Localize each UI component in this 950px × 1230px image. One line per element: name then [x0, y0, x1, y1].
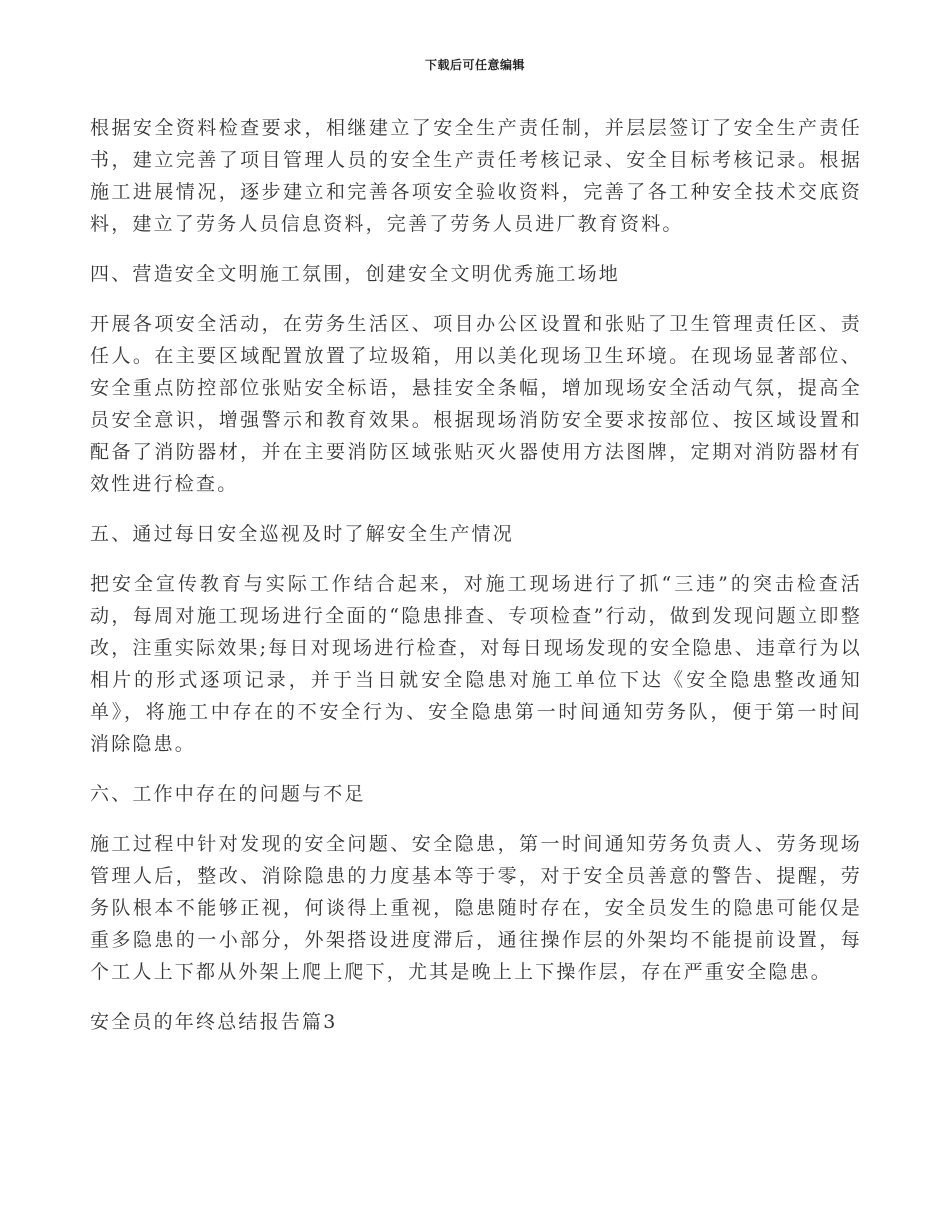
section-heading-5: 五、通过每日安全巡视及时了解安全生产情况: [90, 523, 515, 545]
paragraph-civilized-construction: 开展各项安全活动，在劳务生活区、项目办公区设置和张贴了卫生管理责任区、责任人。在主要区域配置放置了垃圾箱，用以美化现场卫生环境。在现场显著部位、安全重点防控部位张贴安全标语，悬挂安全条幅，增加现场安全活动气氛，提高全员安全意识，增强警示和教育效果。根据现场消防安全要求按部位、按区域设置和配备了消防器材，并在主要消防区域张贴灭火器使用方法图牌，定期对消防器材有效性进行检查。: [90, 313, 862, 495]
page-header: 下载后可任意编辑: [424, 58, 525, 72]
document-body: [90, 112, 862, 1056]
section-heading-6: 六、工作中存在的问题与不足: [90, 783, 366, 805]
paragraph-daily-inspection: 把安全宣传教育与实际工作结合起来，对施工现场进行了抓“三违”的突击检查活动，每周对施工现场进行全面的“隐患排查、专项检查”行动，做到发现问题立即整改，注重实际效果;每日对现场进行检查，对每日现场发现的安全隐患、违章行为以相片的形式逐项记录，并于当日就安全隐患对施工单位下达《安全隐患整改通知单》，将施工中存在的不安全行为、安全隐患第一时间通知劳务队，便于第一时间消除隐患。: [90, 573, 862, 755]
article-title-3: 安全员的年终总结报告篇3: [90, 1011, 338, 1033]
paragraph-safety-records: 根据安全资料检查要求，相继建立了安全生产责任制，并层层签订了安全生产责任书，建立完善了项目管理人员的安全生产责任考核记录、安全目标考核记录。根据施工进展情况，逐步建立和完善各项安全验收资料，完善了各工种安全技术交底资料，建立了劳务人员信息资料，完善了劳务人员进厂教育资料。: [90, 117, 862, 235]
section-heading-4: 四、营造安全文明施工氛围，创建安全文明优秀施工场地: [90, 263, 621, 285]
paragraph-problems: 施工过程中针对发现的安全问题、安全隐患，第一时间通知劳务负责人、劳务现场管理人后，整改、消除隐患的力度基本等于零，对于安全员善意的警告、提醒，劳务队根本不能够正视，何谈得上重视，隐患随时存在，安全员发生的隐患可能仅是重多隐患的一小部分，外架搭设进度滞后，通往操作层的外架均不能提前设置，每个工人上下都从外架上爬上爬下，尤其是晚上上下操作层，存在严重安全隐患。: [90, 833, 862, 983]
